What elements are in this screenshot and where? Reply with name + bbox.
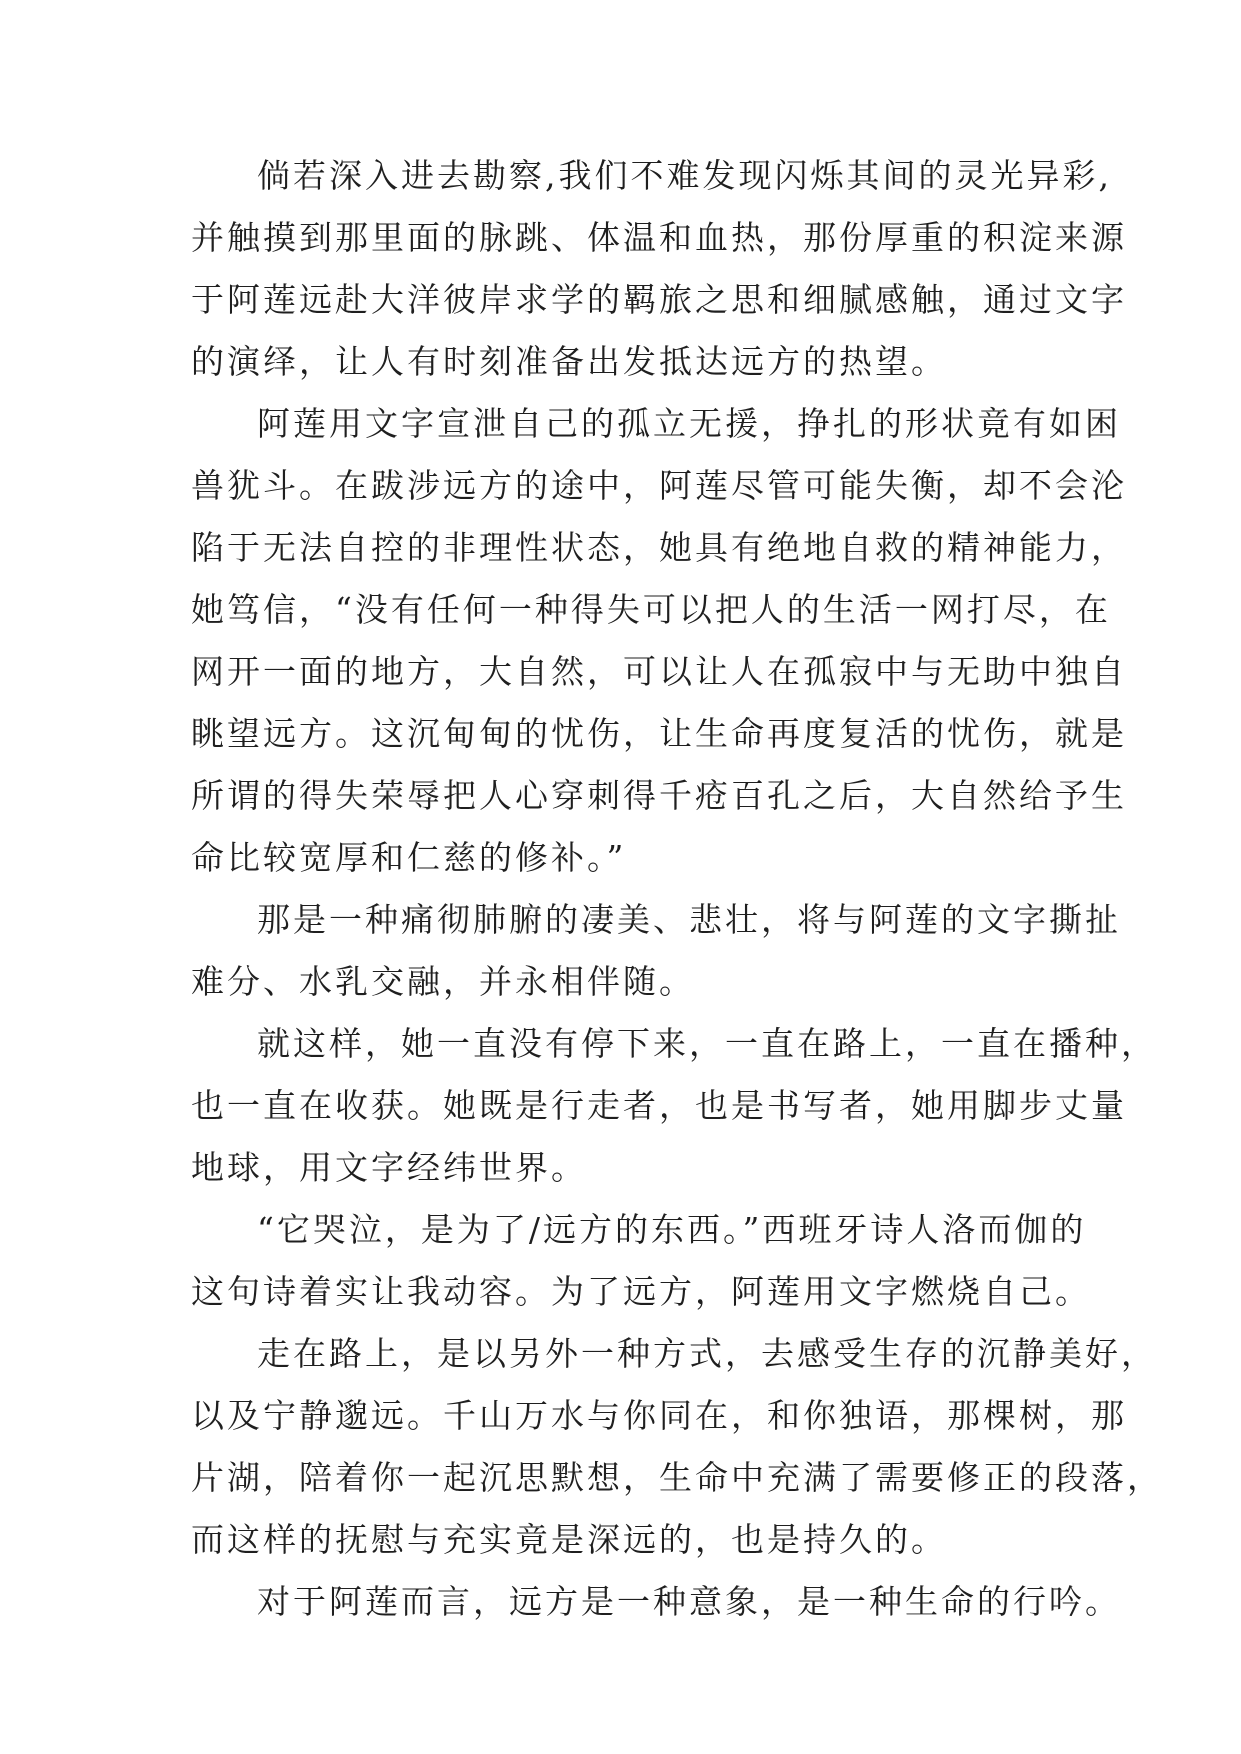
text-line: 而这样的抚慰与充实竟是深远的，也是持久的。 <box>191 1520 947 1559</box>
text-line: 那是一种痛彻肺腑的凄美、悲壮，将与阿莲的文字撕扯 <box>257 900 1121 939</box>
text-line: 网开一面的地方，大自然，可以让人在孤寂中与无助中独自 <box>191 652 1127 691</box>
text-line: 陷于无法自控的非理性状态，她具有绝地自救的精神能力， <box>191 528 1127 567</box>
text-line: 于阿莲远赴大洋彼岸求学的羁旅之思和细腻感触，通过文字 <box>191 280 1127 319</box>
text-line: 她笃信，“没有任何一种得失可以把人的生活一网打尽，在 <box>191 590 1111 629</box>
text-line: 以及宁静邈远。千山万水与你同在，和你独语，那棵树，那 <box>191 1396 1127 1435</box>
text-line: 难分、水乳交融，并永相伴随。 <box>191 962 695 1001</box>
text-line: 就这样，她一直没有停下来，一直在路上，一直在播种， <box>257 1024 1157 1063</box>
text-line: 所谓的得失荣辱把人心穿刺得千疮百孔之后，大自然给予生 <box>191 776 1127 815</box>
text-line: 片湖，陪着你一起沉思默想，生命中充满了需要修正的段落， <box>191 1458 1163 1497</box>
text-line: 兽犹斗。在跋涉远方的途中，阿莲尽管可能失衡，却不会沦 <box>191 466 1127 505</box>
text-line: “它哭泣，是为了/远方的东西。”西班牙诗人洛而伽的 <box>257 1210 1087 1249</box>
text-line: 并触摸到那里面的脉跳、体温和血热，那份厚重的积淀来源 <box>191 218 1127 257</box>
text-line: 走在路上，是以另外一种方式，去感受生存的沉静美好， <box>257 1334 1157 1373</box>
text-line: 倘若深入进去勘察,我们不难发现闪烁其间的灵光异彩, <box>257 156 1112 195</box>
text-line: 阿莲用文字宣泄自己的孤立无援，挣扎的形状竟有如困 <box>257 404 1121 443</box>
text-line: 也一直在收获。她既是行走者，也是书写者，她用脚步丈量 <box>191 1086 1127 1125</box>
text-line: 命比较宽厚和仁慈的修补。” <box>191 838 627 877</box>
text-line: 这句诗着实让我动容。为了远方，阿莲用文字燃烧自己。 <box>191 1272 1091 1311</box>
text-line: 的演绎，让人有时刻准备出发抵达远方的热望。 <box>191 342 947 381</box>
text-line: 眺望远方。这沉甸甸的忧伤，让生命再度复活的忧伤，就是 <box>191 714 1127 753</box>
text-line: 地球，用文字经纬世界。 <box>191 1148 587 1187</box>
text-line: 对于阿莲而言，远方是一种意象，是一种生命的行吟。 <box>257 1582 1121 1621</box>
